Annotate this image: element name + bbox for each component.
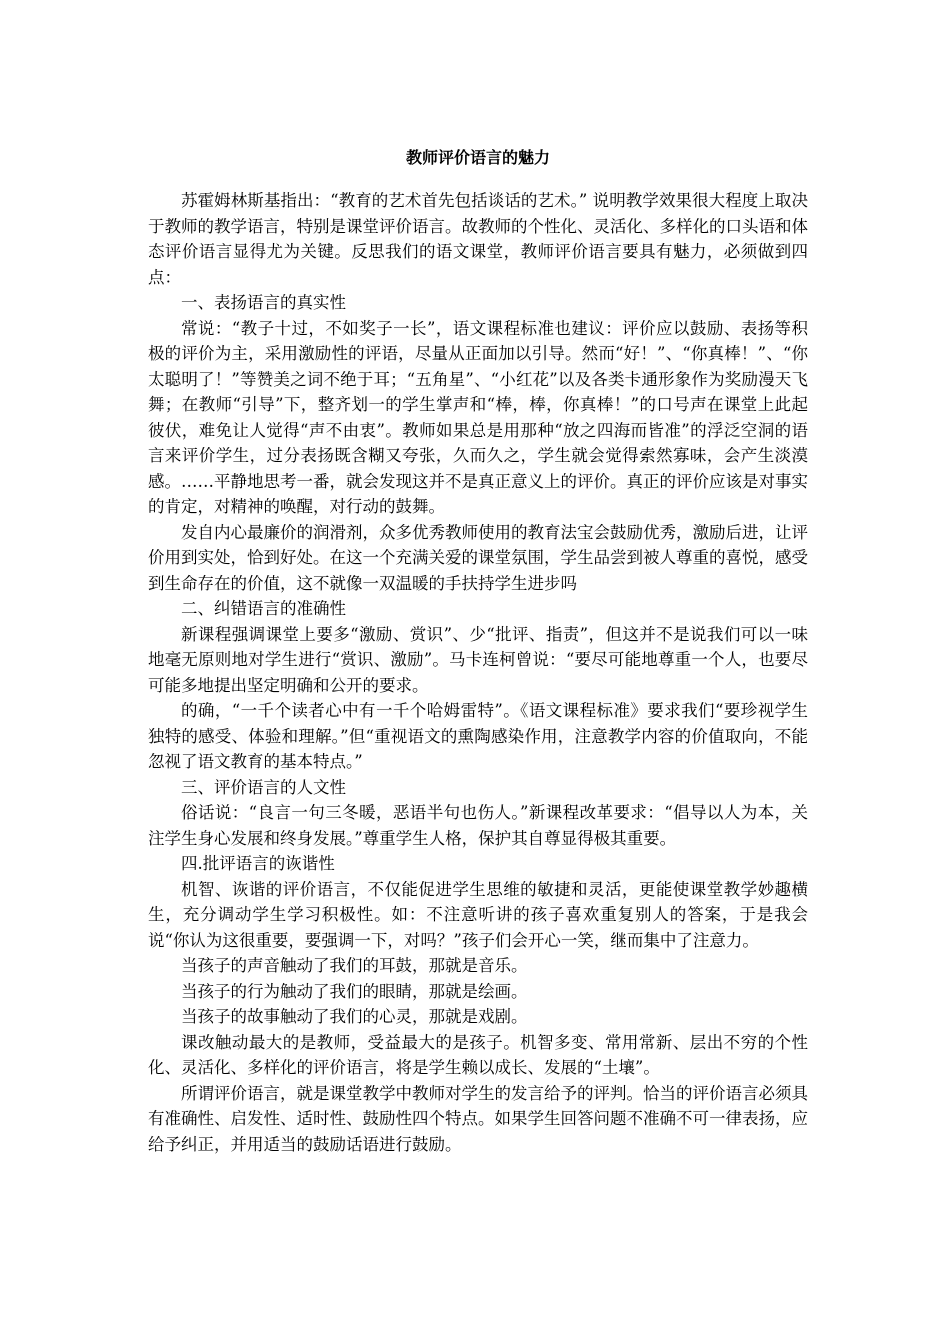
document-title: 教师评价语言的魅力 [405,148,550,167]
paragraph: 的确，“一千个读者心中有一千个哈姆雷特”。《语文课程标准》要求我们“要珍视学生独特的感受、体验和理解。”但“重视语文的熏陶感染作用，注意教学内容的价值取向，不能忽视了语文教育的基本特点。” [148,701,808,771]
section-heading-2: 二、纠错语言的准确性 [181,599,346,618]
paragraph: 课改触动最大的是教师，受益最大的是孩子。机智多变、常用常新、层出不穷的个性化、灵活化、多样化的评价语言，将是学生赖以成长、发展的“土壤”。 [148,1032,808,1077]
paragraph: 俗话说：“良言一句三冬暖，恶语半句也伤人。”新课程改革要求：“倡导以人为本，关注学生身心发展和终身发展。”尊重学生人格，保护其自尊显得极其重要。 [148,803,808,848]
section-heading-4: 四.批评语言的诙谐性 [181,854,335,873]
document-page [148,0,808,1344]
section-heading-1: 一、表扬语言的真实性 [181,293,346,312]
document-body [148,188,808,1157]
paragraph: 常说：“教子十过，不如奖子一长”，语文课程标准也建议：评价应以鼓励、表扬等积极的评价为主，采用激励性的评语，尽量从正面加以引导。然而“好！”、“你真棒！”、“你太聪明了！”等赞美之词不绝于耳；“五角星”、“小红花”以及各类卡通形象作为奖励漫天飞舞；在教师“引导”下，整齐划一的学生掌声和“棒，棒，你真棒！”的口号声在课堂上此起彼伏，难免让人觉得“声不由衷”。教师如果总是用那种“放之四海而皆准”的浮泛空洞的语言来评价学生，过分表扬既含糊又夸张，久而久之，学生就会觉得索然寡味，会产生淡漠感。……平静地思考一番，就会发现这并不是真正意义上的评价。真正的评价应该是对事实的肯定，对精神的唤醒，对行动的鼓舞。 [148,318,808,516]
paragraph: 当孩子的声音触动了我们的耳鼓，那就是音乐。 [181,956,528,975]
paragraph: 当孩子的行为触动了我们的眼睛，那就是绘画。 [181,981,528,1001]
paragraph: 所谓评价语言，就是课堂教学中教师对学生的发言给予的评判。恰当的评价语言必须具有准确性、启发性、适时性、鼓励性四个特点。如果学生回答问题不准确不可一律表扬，应给予纠正，并用适当的鼓励话语进行鼓励。 [148,1083,808,1154]
paragraph: 新课程强调课堂上要多“激励、赏识”、少“批评、指责”，但这并不是说我们可以一味地毫无原则地对学生进行“赏识、激励”。马卡连柯曾说：“要尽可能地尊重一个人，也要尽可能多地提出坚定明确和公开的要求。 [148,624,808,695]
paragraph-intro: 苏霍姆林斯基指出：“教育的艺术首先包括谈话的艺术。” 说明教学效果很大程度上取决于教师的教学语言，特别是课堂评价语言。故教师的个性化、灵活化、多样化的口头语和体态评价语言显得尤为关键。反思我们的语文课堂，教师评价语言要具有魅力，必须做到四点： [148,191,808,287]
paragraph: 当孩子的故事触动了我们的心灵，那就是戏剧。 [181,1007,528,1026]
paragraph: 发自内心最廉价的润滑剂，众多优秀教师使用的教育法宝会鼓励优秀，激励后进，让评价用到实处，恰到好处。在这一个充满关爱的课堂氛围，学生品尝到被人尊重的喜悦，感受到生命存在的价值，这不就像一双温暖的手扶持学生进步吗 [148,522,808,593]
paragraph: 机智、诙谐的评价语言，不仅能促进学生思维的敏捷和灵活，更能使课堂教学妙趣横生，充分调动学生学习积极性。如：不注意听讲的孩子喜欢重复别人的答案，于是我会说“你认为这很重要，要强调一下，对吗？”孩子们会开心一笑，继而集中了注意力。 [148,879,808,950]
section-heading-3: 三、评价语言的人文性 [181,777,346,797]
